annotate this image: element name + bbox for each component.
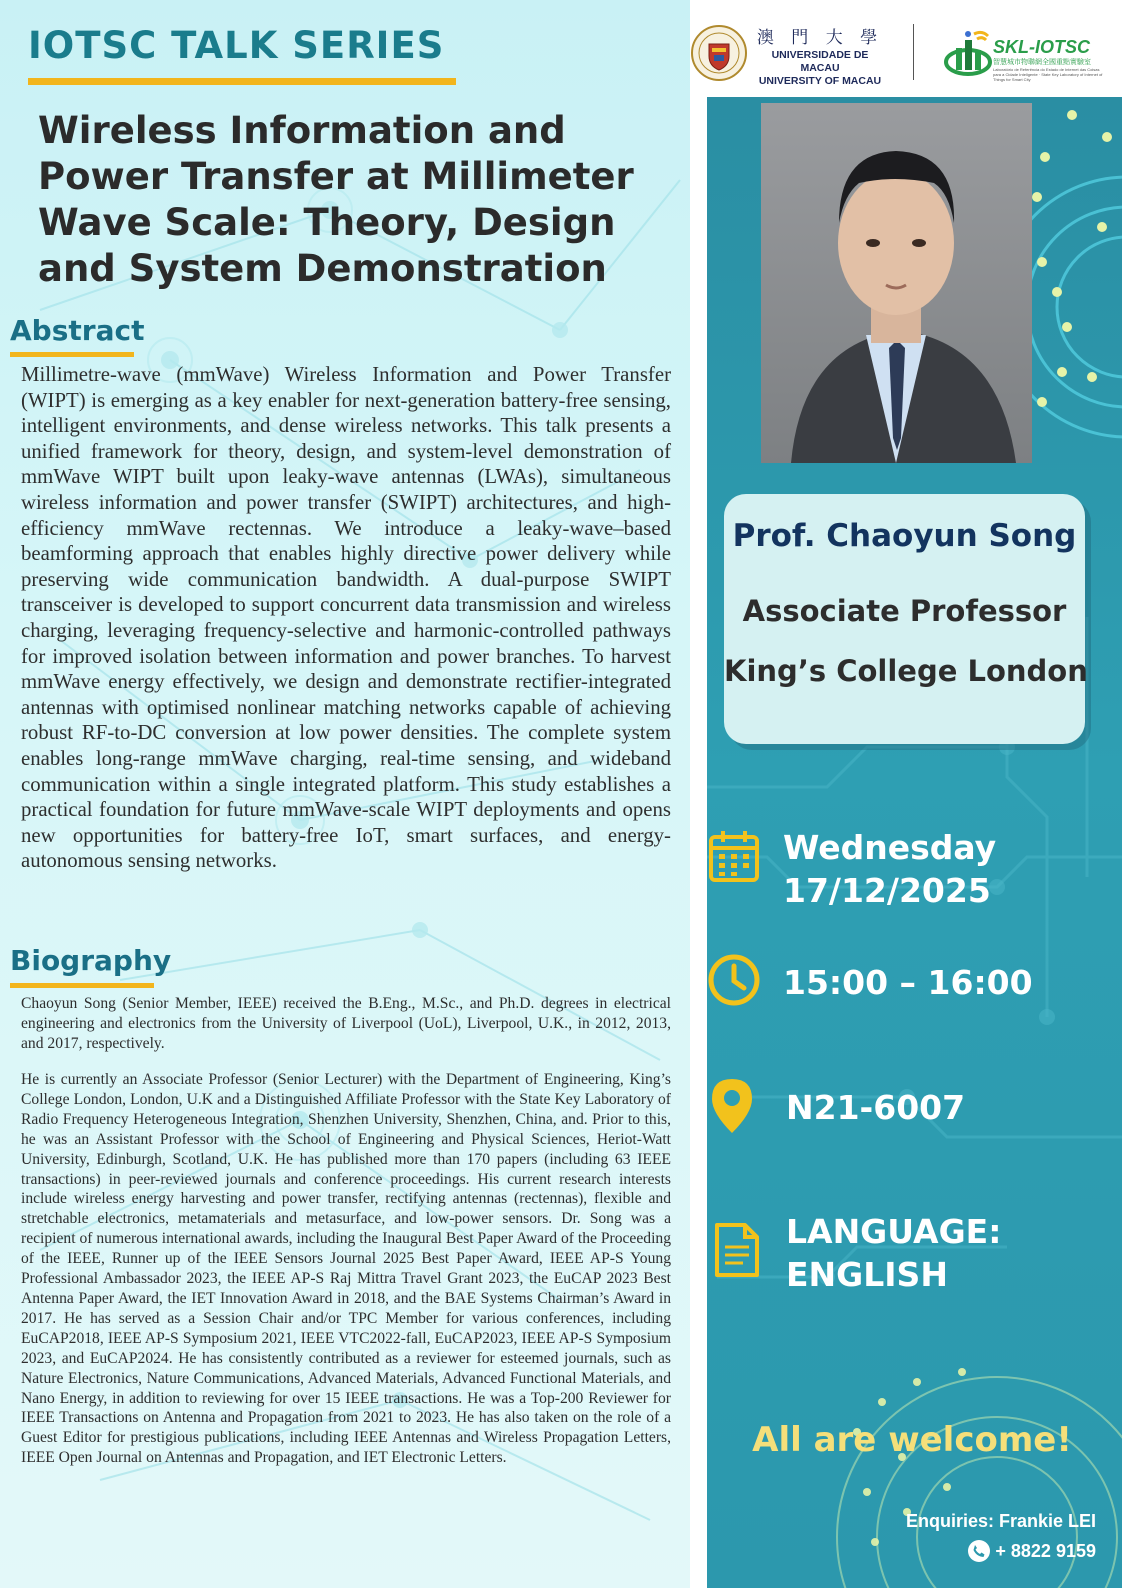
abstract-underline: [10, 352, 134, 357]
um-chinese: 澳 門 大 學: [756, 28, 884, 48]
clock-icon: [707, 953, 761, 1007]
speaker-card: [724, 494, 1088, 744]
phone-number: + 8822 9159: [995, 1540, 1096, 1561]
talk-title: Wireless Information and Power Transfer at Millimeter Wave Scale: Theory, Design and System Demonstration: [38, 109, 634, 290]
phone-icon: [968, 1540, 990, 1562]
um-english: UNIVERSITY OF MACAU: [758, 75, 882, 87]
series-title: IOTSC TALK SERIES: [28, 24, 445, 67]
biography-underline: [10, 983, 154, 988]
skl-logo-icon: [944, 26, 994, 78]
logo-divider: [913, 24, 914, 80]
biography-heading: Biography: [10, 944, 172, 977]
event-date: 17/12/2025: [783, 871, 991, 910]
speaker-position: Associate Professor: [742, 594, 1067, 628]
phone-contact: [968, 1540, 1096, 1562]
calendar-icon: [708, 829, 760, 883]
um-name: [752, 27, 888, 88]
speaker-affiliation: King’s College London: [724, 654, 1088, 688]
event-time: 15:00 – 16:00: [783, 963, 1033, 1002]
event-venue: N21-6007: [786, 1088, 966, 1127]
series-underline: [28, 78, 456, 85]
location-pin-icon: [710, 1077, 754, 1135]
speaker-photo: [761, 103, 1032, 463]
um-crest-icon: [690, 24, 748, 82]
welcome-message: All are welcome!: [752, 1420, 1072, 1460]
skl-subtitle: Laboratório de Referência do Estado de Internet das Coisas para a Cidade Inteligente · State Key Laboratory of Internet of Things for Smart City: [993, 67, 1103, 82]
bio-paragraph-2: He is currently an Associate Professor (Senior Lecturer) with the Department of Engineering, King’s College London, London, U.K and a Distinguished Affiliate Professor with the State Key Laboratory of Radio Frequency Heterogeneous Integration, Shenzhen University, Shenzhen, China, and. Prior to this, he was an Assistant Professor with the School of Engineering and Physical Sciences, Heriot-Watt University, Edinburgh, Scotland, U.K. He has published more than 170 papers (including 63 IEEE transactions) in peer-reviewed journals and conference proceedings. His current research interests include wireless energy harvesting and power transfer, rectifying antennas (rectennas), flexible and stretchable electronics, metamaterials and metasurface, and low-power sensors. Dr. Song was a recipient of numerous international awards, including the Inaugural Best Paper Award of the Proceeding of the IEEE, Runner up of the IEEE Sensors Journal 2025 Best Paper Award, IEEE AP-S Young Professional Ambassador 2023, the IEEE AP-S Raj Mittra Travel Grant 2023, the EuCAP 2023 Best Antenna Paper Award, the IET Innovation Award in 2018, and the BAE Systems Chairman’s Award in 2017. He has served as a Session Chair and/or TPC Member for various conferences, including EuCAP2018, IEEE AP-S Symposium 2021, IEEE VTC2022-fall, EuCAP2023, IEEE AP-S Symposium 2023, and EuCAP2024. He has consistently contributed as a reviewer for esteemed journals, such as Nature Electronics, Nature Communications, Advanced Materials, Advanced Functional Materials, and Nano Energy, in addition to reviewing for over 15 IEEE transactions. He was a Top-200 Reviewer for IEEE Transactions on Antenna and Propagation from 2021 to 2023. He has also taken on the role of a Guest Editor for prestigious publications, including IEEE Antennas and Wireless Propagation Letters, IEEE Open Journal on Antennas and Propagation, and IET Electronic Letters.: [21, 1071, 671, 1467]
skl-name: SKL-IOTSC: [993, 37, 1090, 57]
event-day: Wednesday: [783, 828, 997, 867]
document-icon: [713, 1221, 761, 1279]
speaker-name: Prof. Chaoyun Song: [732, 518, 1077, 554]
abstract-text: Millimetre-wave (mmWave) Wireless Information and Power Transfer (WIPT) is emerging as a key enabler for next-generation battery-free sensing, intelligent environments, and dense wireless networks. This talk presents a unified framework for theory, design, and system-level demonstration of mmWave WIPT built upon leaky-wave antennas (LWAs), simultaneous wireless information and power transfer (SWIPT) architectures, and high-efficiency mmWave rectennas. We introduce a leaky-wave–based beamforming approach that enables highly directive power delivery while preserving wide communication bandwidth. A dual-purpose SWIPT transceiver is developed to support concurrent data transmission and wireless charging, leveraging frequency-selective and harmonic-controlled pathways for improved isolation between information and power branches. To harvest mmWave energy effectively, we design and demonstrate rectifier-integrated antennas with optimised nonlinear matching networks capable of achieving robust RF-to-DC conversion at low power densities. The complete system enables long-range mmWave charging, real-time sensing, and wideband communication within a single integrated platform. This study establishes a practical foundation for future mmWave-scale WIPT deployments and opens new opportunities for battery-free IoT, smart surfaces, and energy-autonomous sensing networks.: [21, 363, 671, 873]
language-label: LANGUAGE:: [786, 1212, 1002, 1251]
abstract-heading: Abstract: [10, 314, 145, 347]
skl-chinese: 智慧城市物聯網全國重點實驗室: [993, 58, 1091, 66]
bio-paragraph-1: Chaoyun Song (Senior Member, IEEE) received the B.Eng., M.Sc., and Ph.D. degrees in electrical engineering and electronics from the University of Liverpool (UoL), Liverpool, U.K., in 2012, 2013, and 2017, respectively.: [21, 995, 671, 1052]
um-portuguese: UNIVERSIDADE DE MACAU: [771, 49, 869, 74]
enquiries-contact: Enquiries: Frankie LEI: [905, 1511, 1096, 1531]
language-value: ENGLISH: [786, 1255, 948, 1294]
